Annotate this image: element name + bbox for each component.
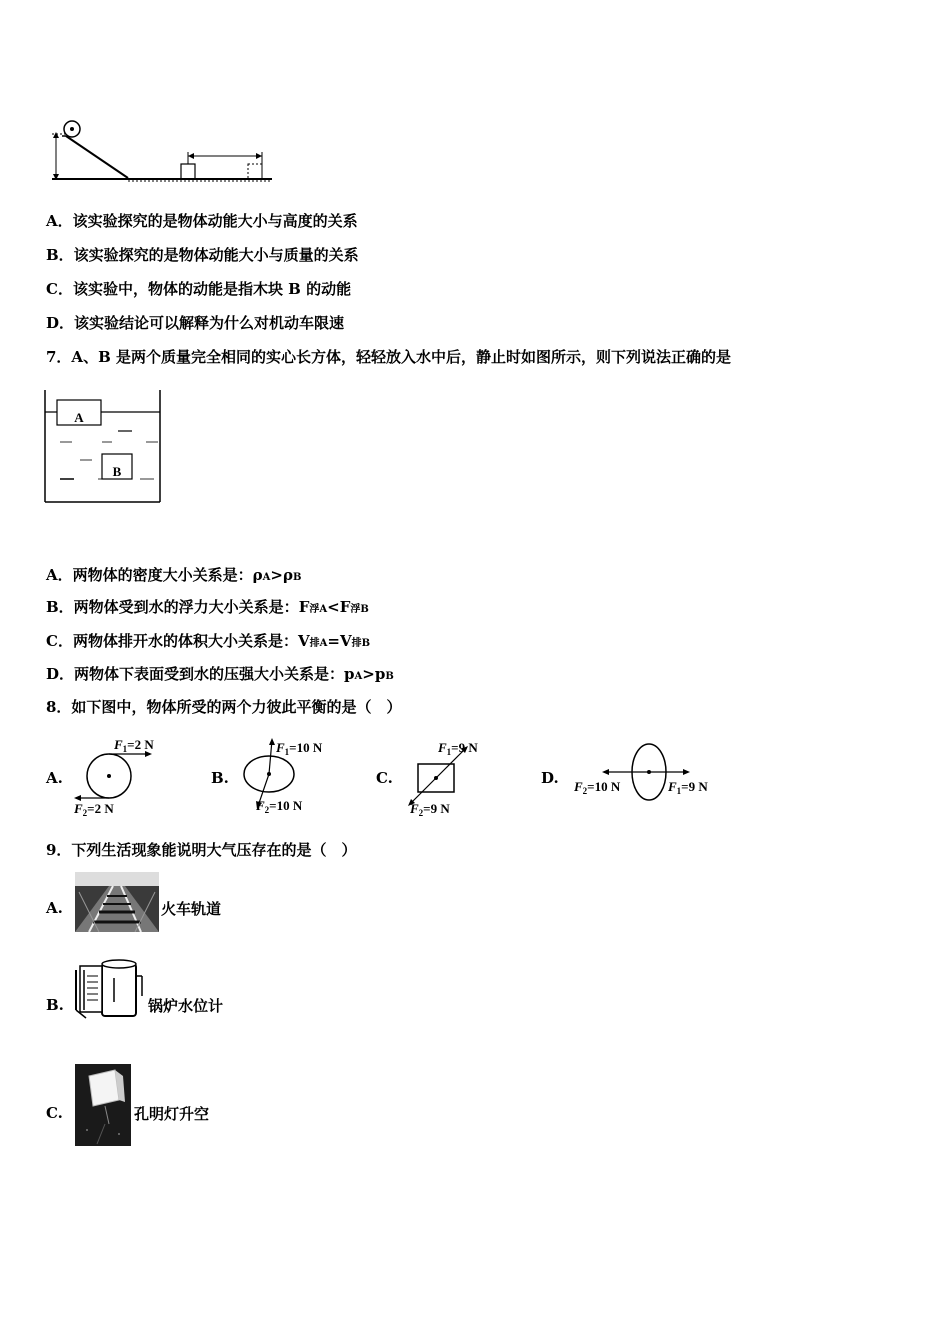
q8-label-a: A. <box>46 769 63 787</box>
q6-option-c: C．该实验中，物体的动能是指木块 B 的动能 <box>46 280 352 298</box>
q7-option-d: D．两物体下表面受到水的压强大小关系是：pA>pB <box>46 665 394 683</box>
q8-label-c: C. <box>376 769 393 787</box>
q7-option-b: B．两物体受到水的浮力大小关系是：F浮A<F浮B <box>46 598 369 616</box>
q6-option-b: B．该实验探究的是物体动能大小与质量的关系 <box>46 246 359 264</box>
q7-water-tank-figure <box>40 386 168 508</box>
q8-label-b: B. <box>211 769 229 787</box>
sky-lantern-photo <box>75 1064 131 1146</box>
svg-text:F1=2 N: $F_1=2$ N <box>114 737 154 754</box>
svg-text:F2=10 N: $F_2=10$ N <box>574 779 621 796</box>
q8-stem: 8．如下图中，物体所受的两个力彼此平衡的是（ ） <box>46 698 402 716</box>
q9-option-a-text: 火车轨道 <box>161 900 222 918</box>
svg-text:F2=9 N: $F_2=9$ N <box>410 801 450 818</box>
q8-figure-b <box>236 734 346 820</box>
svg-text:F1=9 N: $F_1=9$ N <box>668 779 708 796</box>
q9-option-c-text: 孔明灯升空 <box>134 1105 210 1123</box>
q8-figure-c <box>400 734 510 820</box>
block-a-label: A <box>74 410 84 425</box>
boiler-gauge-drawing <box>72 956 144 1022</box>
svg-text:F1=9 N: $F_1=9$ N <box>438 740 478 757</box>
svg-text:F1=10 N: $F_1=10$ N <box>276 740 323 757</box>
q6-option-d: D．该实验结论可以解释为什么对机动车限速 <box>46 314 345 332</box>
q9-option-b-text: 锅炉水位计 <box>148 997 224 1015</box>
q9-label-c: C. <box>46 1104 63 1122</box>
ramp-experiment-figure <box>48 118 278 186</box>
train-track-photo <box>75 872 159 932</box>
q7-option-a: A．两物体的密度大小关系是：ρA>ρB <box>46 566 302 584</box>
q7-stem: 7．A、B 是两个质量完全相同的实心长方体，轻轻放入水中后，静止时如图所示，则下列说法正确的是 <box>46 348 731 366</box>
q9-label-a: A. <box>46 899 63 917</box>
q9-stem: 9．下列生活现象能说明大气压存在的是（ ） <box>46 841 357 859</box>
q9-label-b: B. <box>46 996 64 1014</box>
q8-label-d: D. <box>541 769 559 787</box>
q8-figure-a <box>70 736 180 820</box>
q6-option-a: A．该实验探究的是物体动能大小与高度的关系 <box>46 212 358 230</box>
svg-text:F2=10 N: $F_2=10$ N <box>256 798 303 815</box>
q8-figure-d <box>572 738 722 808</box>
block-b-label: B <box>112 464 122 479</box>
q7-option-c: C．两物体排开水的体积大小关系是：V排A=V排B <box>46 632 371 650</box>
svg-text:F2=2 N: $F_2=2$ N <box>74 801 114 818</box>
